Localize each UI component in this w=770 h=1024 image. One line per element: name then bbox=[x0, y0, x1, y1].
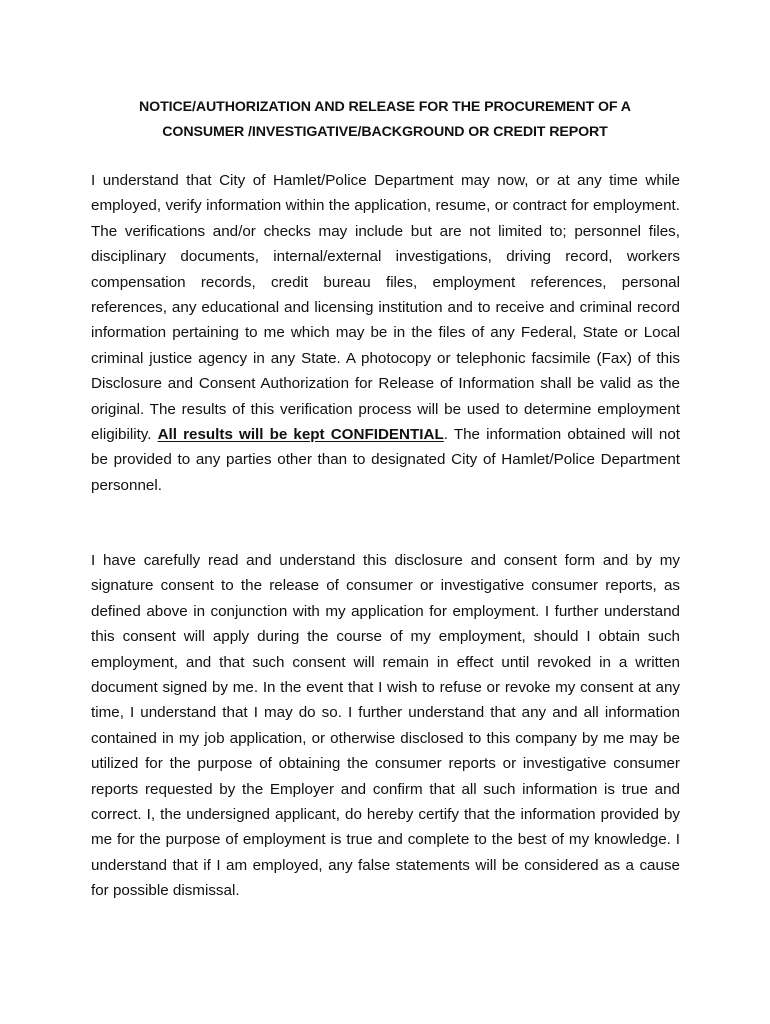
authorization-paragraph bbox=[91, 168, 680, 498]
title-line-1: NOTICE/AUTHORIZATION AND RELEASE FOR THE PROCUREMENT OF A bbox=[139, 99, 631, 115]
authorization-text: I understand that City of Hamlet/Police Department may now, or at any time while employed, verify information within the application, resume, or contract for employment. The verifications and/or checks may include but are not limited to; personnel files, disciplinary documents, internal/external investigations, driving record, workers compensation records, credit bureau files, employment references, personal references, any educational and licensing institution and to receive and criminal record information pertaining to me which may be in the files of any Federal, State or Local criminal justice agency in any State. A photocopy or telephonic facsimile (Fax) of this Disclosure and Consent Authorization for Release of Information shall be valid as the original. The results of this verification process will be used to determine employment eligibility. bbox=[91, 172, 680, 444]
document-title bbox=[60, 95, 710, 145]
authorization-text-end: . The information obtained will not be provided to any parties other than to designated City of Hamlet/Police Department personnel. bbox=[91, 426, 680, 494]
title-line-2: CONSUMER /INVESTIGATIVE/BACKGROUND OR CREDIT REPORT bbox=[162, 124, 608, 140]
consent-paragraph: I have carefully read and understand this disclosure and consent form and by my signature consent to the release of consumer or investigative consumer reports, as defined above in conjunction with my application for employment. I further understand this consent will apply during the course of my employment, should I obtain such employment, and that such consent will remain in effect until revoked in a written document signed by me. In the event that I wish to refuse or revoke my consent at any time, I understand that I may do so. I further understand that any and all information contained in my job application, or otherwise disclosed to this company by me may be utilized for the purpose of obtaining the consumer reports or investigative consumer reports requested by the Employer and confirm that all such information is true and correct. I, the undersigned applicant, do hereby certify that the information provided by me for the purpose of employment is true and complete to the best of my knowledge. I understand that if I am employed, any false statements will be considered as a cause for possible dismissal. bbox=[91, 552, 680, 900]
confidential-notice: All results will be kept CONFIDENTIAL bbox=[157, 426, 444, 444]
